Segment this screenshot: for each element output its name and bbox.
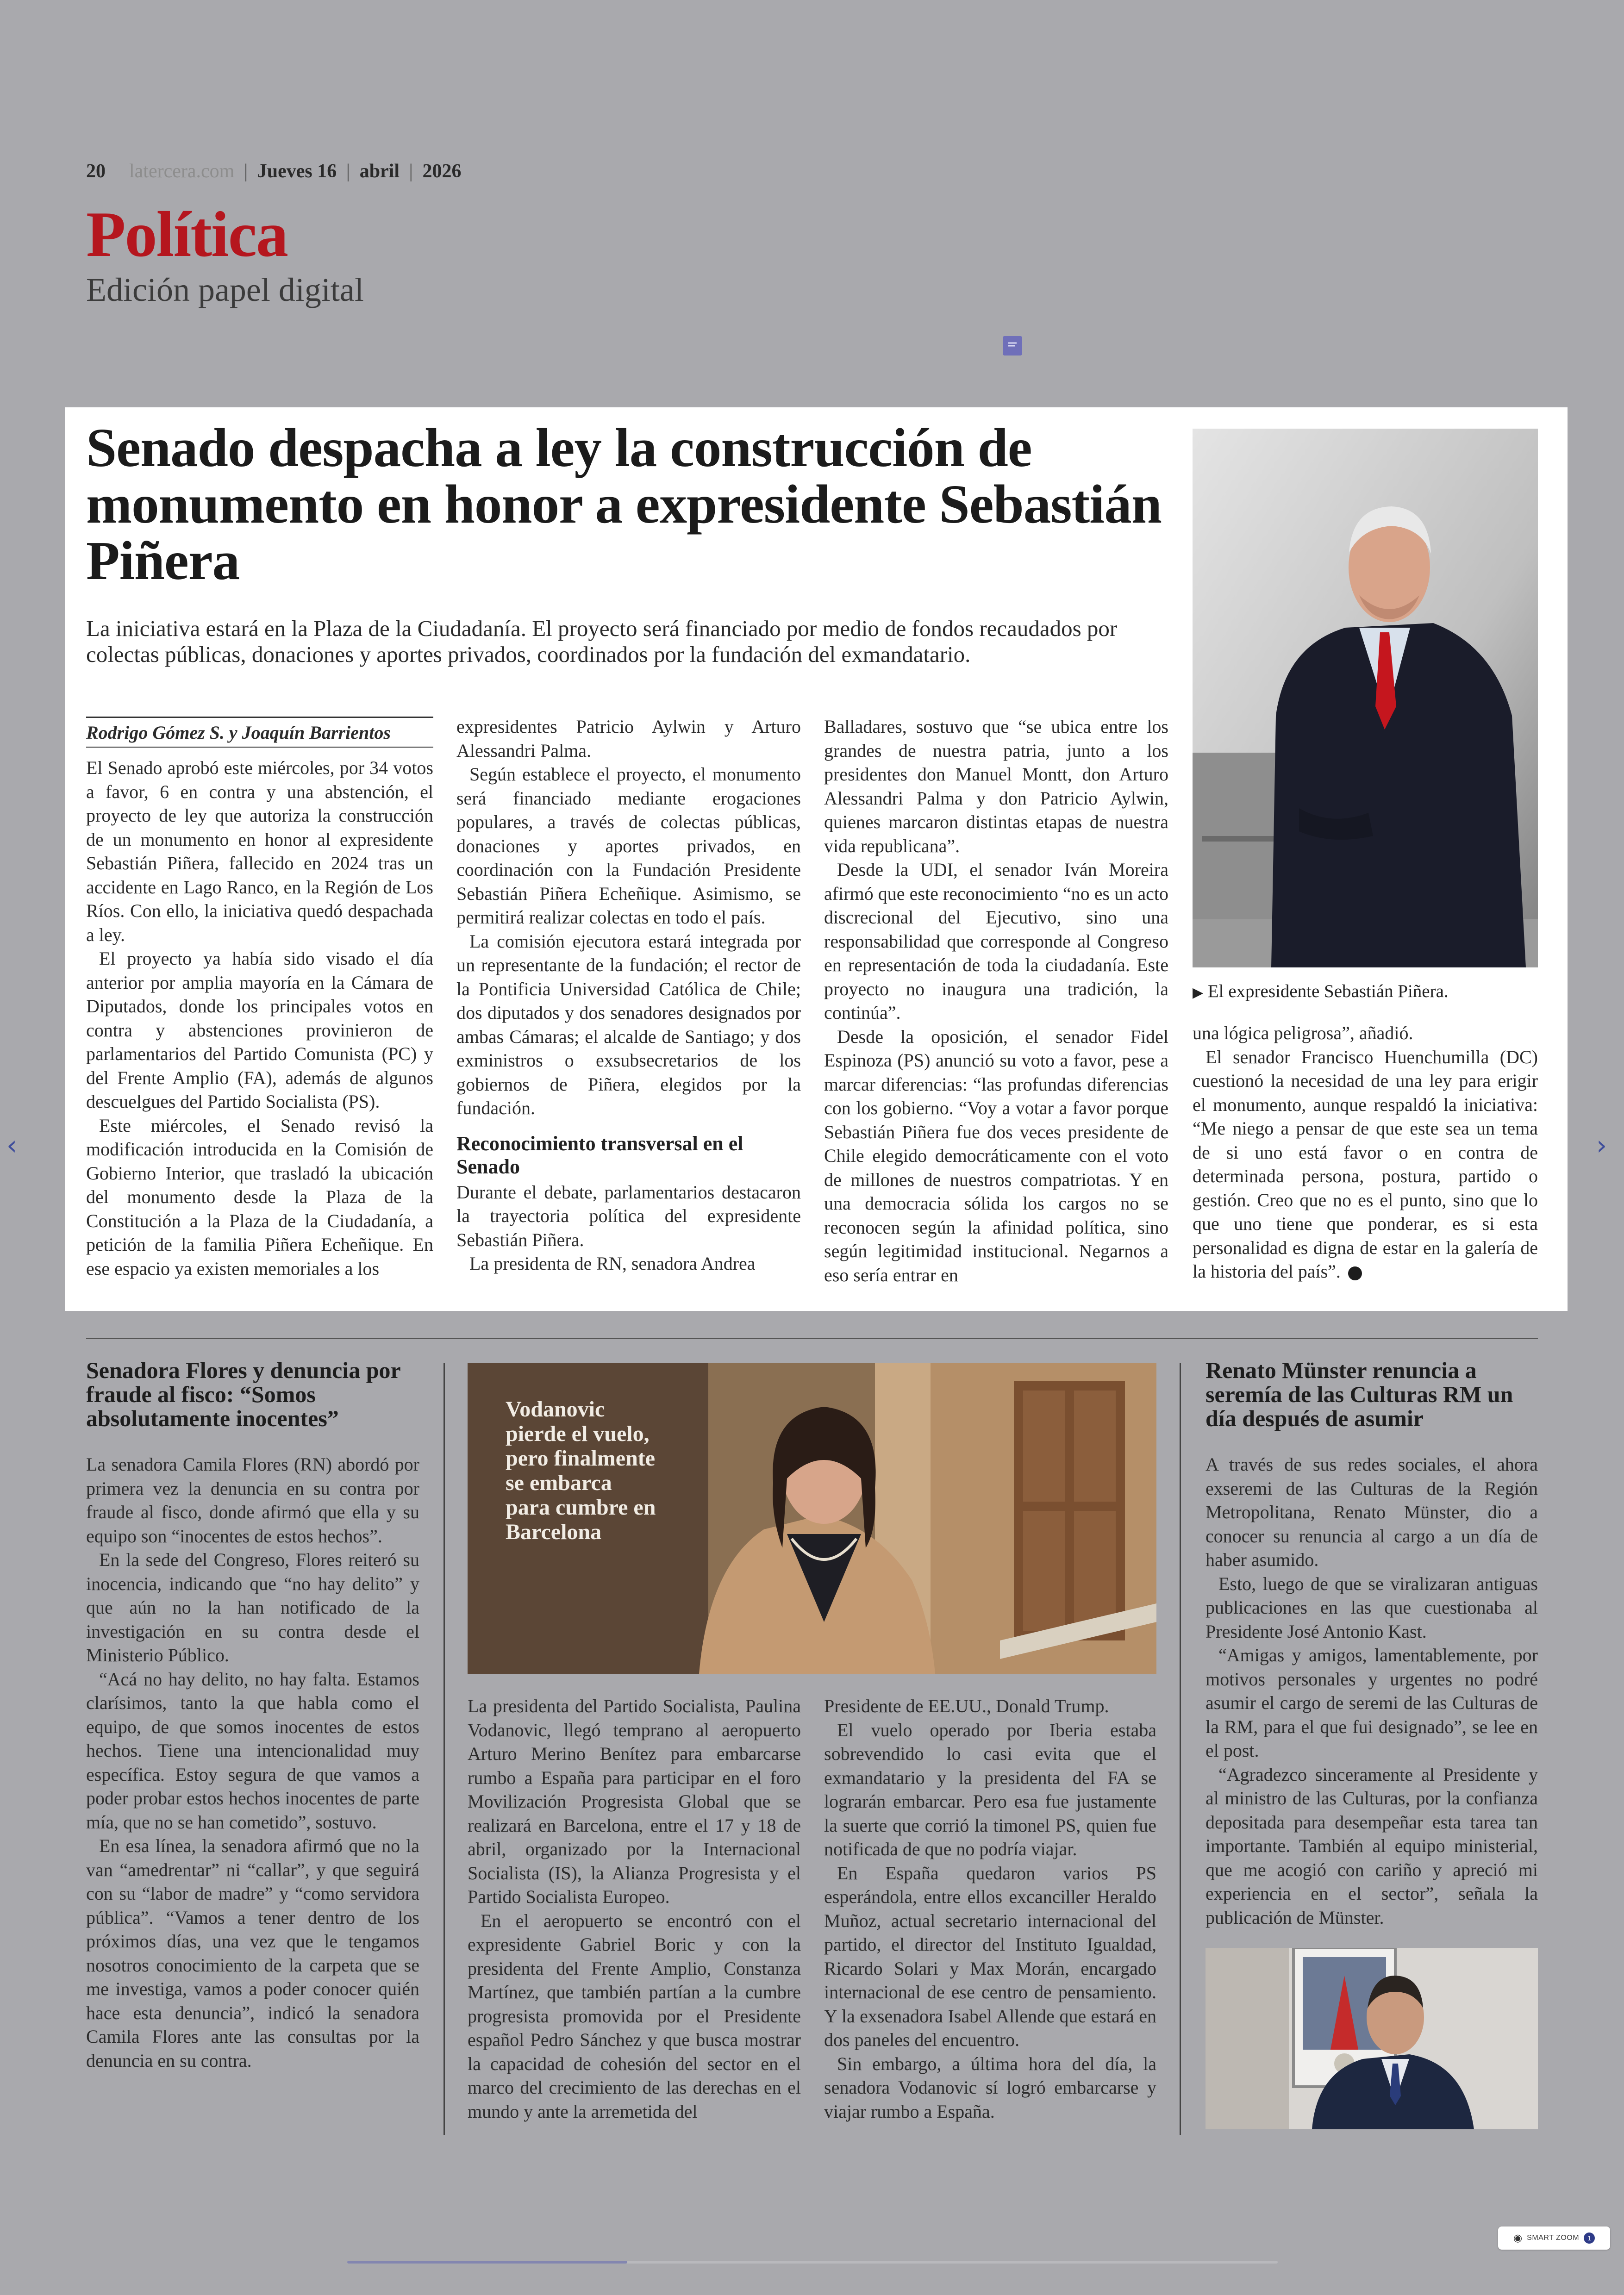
page-header: 20 latercera.com | Jueves 16 | abril | 2026 [86,161,462,182]
main-article-col-2 [456,715,801,1276]
caption-arrow-icon: ▶ [1193,985,1204,1001]
main-article-col-3 [824,715,1168,1287]
header-year: 2026 [422,161,462,182]
paragraph: La presidenta de RN, senadora Andrea [469,1253,756,1274]
subheading: Reconocimiento transversal en el Senado [456,1132,743,1178]
munster-image [1206,1948,1538,2129]
end-mark-icon [1348,1266,1362,1280]
left-story-body [86,1453,419,2072]
main-deck: La iniciativa estará en la Plaza de la Ciudadanía. El proyecto será financiado por medio de fondos recaudados por colectas públicas, donaciones y aportes privados, coordinados por la fundación del exmandatario. [86,616,1118,667]
page-number: 20 [86,161,106,182]
paragraph: La senadora Camila Flores (RN) abordó por primera vez la denuncia en su contra por fraude al fisco, donde afirmó que ella y su equipo son “inocentes de estos hechos”. [86,1454,419,1547]
main-headline: Senado despacha a ley la construcción de monumento en honor a expresidente Sebastián Piñera [86,417,1162,591]
chevron-left-icon: ‹ [6,1129,18,1161]
paragraph: A través de sus redes sociales, el ahora exseremi de las Culturas de la Región Metropolitana, Renato Münster, dio a conocer su renuncia al cargo a un día de haber asumido. [1206,1454,1538,1570]
prev-page-button[interactable] [6,1129,17,1161]
edition-label: Edición papel digital [86,271,364,308]
left-story-headline: Senadora Flores y denuncia por fraude al fisco: “Somos absolutamente inocentes” [86,1357,400,1431]
section-divider [86,1338,1538,1339]
munster-photo [1206,1948,1538,2129]
paragraph: Según establece el proyecto, el monumento será financiado mediante erogaciones populares, a través de colectas públicas, donaciones y aportes privados, en coordinación con la Fundación Presidente Sebastián Piñera Echeñique. Asimismo, se permitirá realizar colectas en todo el país. [456,764,801,928]
paragraph: Esto, luego de que se viralizaran antiguas publicaciones en las que cuestionaba al Presidente José Antonio Kast. [1206,1573,1538,1642]
page-flip-handle[interactable] [1003,336,1022,355]
paragraph: “Acá no hay delito, no hay falta. Estamos clarísimos, tanto la que habla como el equipo, de que somos inocentes de estos hechos. Tiene una intencionalidad muy específica. Estoy segura de que vamos a poder probar estos hechos inocentes de parte mía, que no se han cometido”, sostuvo. [86,1668,419,1833]
eye-icon: ◉ [1513,2232,1523,2244]
paragraph: Desde la UDI, el senador Iván Moreira afirmó que este reconocimiento “no es un acto discrecional del Ejecutivo, sino una responsabilidad que corresponde al Congreso en representación de toda la ciudadanía. Este proyecto no inaugura una tradición, la continúa”. [824,859,1168,1023]
pinera-portrait-image [1193,429,1538,967]
paragraph: La presidenta del Partido Socialista, Paulina Vodanovic, llegó temprano al aeropuerto Arturo Merino Benítez para embarcarse rumbo a España para participar en el foro Movilización Progresista Global que se realizará en Barcelona, entre el 17 y 18 de abril, organizado por la Internacional Socialista (IS), la Alianza Progresista y el Partido Socialista Europeo. [468,1696,801,1907]
column-rule-right [1180,1363,1181,2135]
photo-caption [1193,980,1538,1004]
right-story-headline: Renato Münster renuncia a seremía de las Culturas RM un día después de asumir [1206,1357,1513,1431]
paragraph: El vuelo operado por Iberia estaba sobrevendido lo casi evita que el exmandatario y la presidenta del FA se lograrán embarcar. Pero esa fue justamente la suerte que corrió la timonel PS, quien fue notificada de que no podría viajar. [824,1719,1156,1859]
section-title: Política [86,199,287,270]
paragraph: En la sede del Congreso, Flores reiteró su inocencia, indicando que “no hay delito” y que aún no la han notificado de la investigación en su contra desde el Ministerio Público. [86,1549,419,1665]
paragraph-text: El senador Francisco Huenchumilla (DC) cuestionó la necesidad de una ley para erigir el monumento, aunque respaldó la iniciativa: “Me niego a pensar de que este sea un tema de si uno está favor o en contra de determinada persona, postura, partido o gestión. Creo que no es el punto, sino que lo que uno tiene que ponderar, es si esta personalidad es digna de estar en la galería de la historia del país”. [1193,1046,1538,1282]
main-article-col-4 [1193,1021,1538,1284]
vodanovic-overlay-headline: Vodanovic pierde el vuelo, pero finalmente se embarca para cumbre en Barcelona [506,1397,656,1544]
paragraph: Balladares, sostuvo que “se ubica entre los grandes de nuestra patria, junto a los presidentes don Manuel Montt, don Arturo Alessandri Palma y don Patricio Aylwin, quienes marcaron distintas etapas de nuestra vida republicana”. [824,716,1168,856]
smart-zoom-label: SMART ZOOM [1527,2234,1580,2242]
paragraph: Durante el debate, parlamentarios destacaron la trayectoria política del expresidente Sebastián Piñera. [456,1181,801,1250]
photo-caption-text: El expresidente Sebastián Piñera. [1207,981,1449,1001]
paragraph: En España quedaron varios PS esperándola, entre ellos excanciller Heraldo Muñoz, actual secretario internacional del partido, el director del Instituto Igualdad, Ricardo Solari y Max Morán, encargado internacional de ese centro de pensamiento. Y la exsenadora Isabel Allende que estará en dos paneles del encuentro. [824,1862,1156,2050]
paragraph: El proyecto ya había sido visado el día anterior por amplia mayoría en la Cámara de Diputados, donde los principales votos en contra y abstenciones provinieron de parlamentarios del Partido Comunista (PC) y del Frente Amplio (FA), además de algunos descuelgues del Partido Socialista (PS). [86,948,433,1112]
paragraph: En el aeropuerto se encontró con el expresidente Gabriel Boric y con la presidenta del Frente Amplio, Constanza Martínez, que también partían a la cumbre progresista promovida por el Presidente español Pedro Sánchez y que busca mostrar la capacidad de cohesión del sector en el marco del crecimiento de las derechas en el mundo y ante la arremetida del [468,1910,801,2122]
center-story-col-2 [824,1694,1156,2123]
paragraph: Este miércoles, el Senado revisó la modificación introducida en la Comisión de Gobierno Interior, que trasladó la ubicación del monumento desde la Plaza de la Constitución a la Plaza de la Ciudadanía, a petición de la familia Piñera Echeñique. En ese espacio ya existen memoriales a los [86,1115,433,1279]
header-month: abril [359,161,400,182]
paragraph: Sin embargo, a última hora del día, la senadora Vodanovic sí logró embarcarse y viajar rumbo a España. [824,2053,1156,2122]
paragraph: “Amigas y amigos, lamentablemente, por motivos personales y urgentes no podré asumir el cargo de seremi de las Culturas de la RM, para el que fui designado”, se lee en el post. [1206,1645,1538,1761]
next-page-button[interactable] [1596,1129,1607,1161]
header-day: Jueves 16 [257,161,337,182]
byline: Rodrigo Gómez S. y Joaquín Barrientos [86,722,391,743]
chevron-right-icon: › [1596,1129,1607,1161]
center-story-col-1 [468,1694,801,2123]
flip-icon [1003,336,1022,355]
paragraph: “Agradezco sinceramente al Presidente y al ministro de las Culturas, por la confianza depositada para desempeñar esta tarea tan importante. También al equipo ministerial, que me acogió con cariño y apreció mi experiencia en el sector”, señala la publicación de Münster. [1206,1764,1538,1928]
paragraph: La comisión ejecutora estará integrada por un representante de la fundación; el rector de la Pontificia Universidad Católica de Chile; dos diputados y dos senadores designados por ambas Cámaras; el alcalde de Santiago; y dos exministros o exsubsecretarios de los gobiernos de Piñera, elegidos por la fundación. [456,930,801,1118]
smart-zoom-badge: 1 [1584,2233,1595,2244]
page-scroll-track[interactable] [347,2261,1278,2264]
main-article-col-1 [86,717,433,1280]
column-rule-left [443,1363,445,2135]
paragraph: Presidente de EE.UU., Donald Trump. [824,1696,1109,1716]
paragraph: El Senado aprobó este miércoles, por 34 votos a favor, 6 en contra y una abstención, el proyecto de ley que autoriza la construcción de un monumento en honor al expresidente Sebastián Piñera, fallecido en 2024 tras un accidente en Lago Ranco, en la Región de Los Ríos. Con ello, la iniciativa quedó despachada a ley. [86,757,433,945]
paragraph: una lógica peligrosa”, añadió. [1193,1023,1413,1043]
pinera-photo [1193,429,1538,967]
page-scroll-thumb[interactable] [347,2261,627,2264]
paragraph [1193,1045,1538,1284]
paragraph: expresidentes Patricio Aylwin y Arturo Alessandri Palma. [456,716,801,761]
site-name: latercera.com [129,161,235,182]
smart-zoom-button[interactable] [1498,2226,1610,2250]
right-story-body [1206,1453,1538,1929]
paragraph: En esa línea, la senadora afirmó que no la van “amedrentar” ni “callar”, y que seguirá con su “labor de madre” y “como servidora pública”. “Vamos a tener dentro de los próximos días, una vez que le tengamos nosotros conocimiento de la carpeta que se me investiga, vamos a poder conocer quién hace esta denuncia”, indicó la senadora Camila Flores ante las consultas por la denuncia en su contra. [86,1835,419,2071]
paragraph: Desde la oposición, el senador Fidel Espinoza (PS) anunció su voto a favor, pese a marcar diferencias: “las profundas diferencias con los gobierno. “Voy a votar a favor porque Sebastián Piñera fue dos veces presidente de Chile elegido democráticamente con el voto de millones de nuestros compatriotas. Y en una democracia sólida los cargos no se reconocen según la afinidad política, sino según legitimidad institucional. Negarnos a eso sería entrar en [824,1026,1168,1285]
